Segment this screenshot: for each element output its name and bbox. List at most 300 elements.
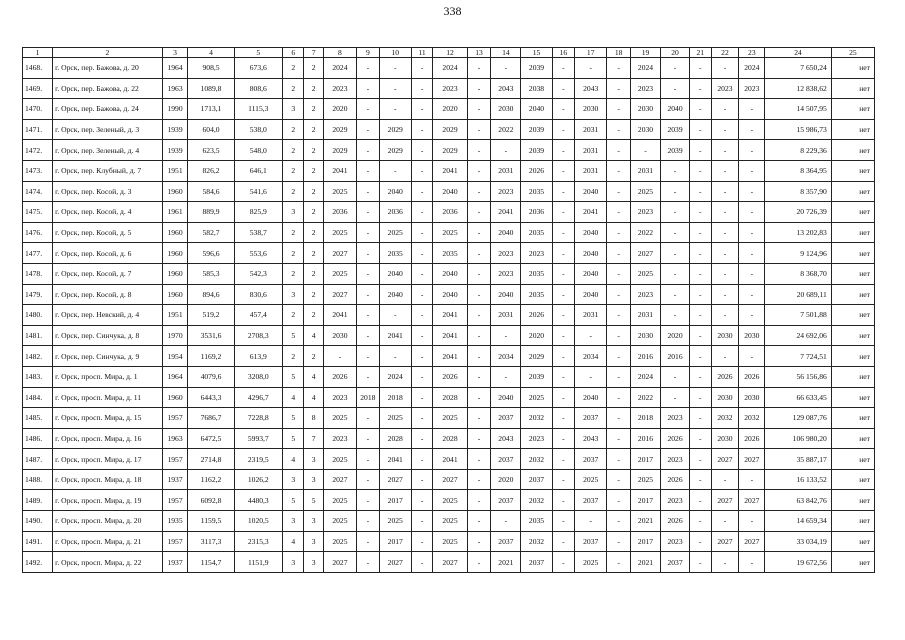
table-cell: - [357, 408, 380, 429]
table-cell: - [739, 160, 765, 181]
table-cell: 2016 [661, 346, 690, 367]
table-cell: 2023 [433, 78, 467, 99]
table-row [23, 366, 875, 387]
table-cell: 56 156,86 [765, 366, 832, 387]
table-cell: 1487. [23, 449, 53, 470]
table-cell: г. Орск, пер. Косой, д. 6 [53, 243, 163, 264]
table-cell: 1954 [162, 346, 188, 367]
table-cell: 2 [304, 58, 323, 79]
table-cell: - [552, 552, 575, 573]
table-cell: - [739, 552, 765, 573]
table-cell: - [379, 160, 411, 181]
table-row [23, 552, 875, 573]
table-cell: - [607, 552, 631, 573]
table-cell: 2025 [379, 511, 411, 532]
table-cell: - [690, 263, 711, 284]
table-cell: - [552, 222, 575, 243]
table-cell: - [467, 58, 491, 79]
table-cell: нет [831, 58, 874, 79]
table-cell: 2035 [521, 222, 552, 243]
table-cell: 2024 [323, 58, 356, 79]
table-cell: 2030 [575, 99, 607, 120]
table-row [23, 387, 875, 408]
table-cell: - [467, 263, 491, 284]
table-cell: - [607, 449, 631, 470]
table-cell: 2035 [521, 181, 552, 202]
table-cell: г. Орск, пер. Бажова, д. 24 [53, 99, 163, 120]
table-cell: 2029 [521, 346, 552, 367]
table-cell: - [711, 284, 739, 305]
table-cell: 1486. [23, 428, 53, 449]
table-cell: - [711, 140, 739, 161]
table-cell: - [575, 58, 607, 79]
table-cell: 2025 [630, 263, 660, 284]
table-cell: 2024 [433, 58, 467, 79]
table-cell: 1960 [162, 222, 188, 243]
table-cell: 1474. [23, 181, 53, 202]
table-cell: 2 [304, 284, 323, 305]
table-cell: - [711, 243, 739, 264]
table-cell: 2037 [575, 531, 607, 552]
table-cell: - [357, 263, 380, 284]
table-cell: 1492. [23, 552, 53, 573]
table-cell: - [607, 469, 631, 490]
table-cell: - [739, 222, 765, 243]
table-cell: 826,2 [188, 160, 234, 181]
table-cell: 2 [282, 222, 303, 243]
table-cell: 2 [304, 181, 323, 202]
table-cell: 825,9 [234, 202, 282, 223]
table-cell: 2034 [575, 346, 607, 367]
table-cell: г. Орск, пер. Зеленый, д. 4 [53, 140, 163, 161]
table-cell: 2030 [323, 325, 356, 346]
table-cell: нет [831, 366, 874, 387]
table-cell: 1482. [23, 346, 53, 367]
table-cell: 1960 [162, 387, 188, 408]
table-cell: г. Орск, просп. Мира, д. 18 [53, 469, 163, 490]
table-cell: 1957 [162, 490, 188, 511]
table-cell: 3117,3 [188, 531, 234, 552]
table-cell: 2027 [323, 243, 356, 264]
table-cell: - [357, 346, 380, 367]
table-cell: 1960 [162, 284, 188, 305]
table-cell: 2027 [323, 284, 356, 305]
table-cell: 2026 [661, 511, 690, 532]
table-cell: г. Орск, просп. Мира, д. 16 [53, 428, 163, 449]
table-cell: - [357, 202, 380, 223]
table-cell: - [467, 140, 491, 161]
table-cell: - [357, 449, 380, 470]
table-cell: - [711, 160, 739, 181]
table-cell: 2025 [575, 469, 607, 490]
table-cell: 541,6 [234, 181, 282, 202]
table-cell: 129 087,76 [765, 408, 832, 429]
table-cell: - [661, 284, 690, 305]
table-cell: 1473. [23, 160, 53, 181]
table-cell: - [661, 263, 690, 284]
table-cell: 2017 [630, 490, 660, 511]
table-cell: - [552, 449, 575, 470]
table-cell: 2041 [323, 305, 356, 326]
table-cell: - [711, 305, 739, 326]
table-cell: 1469. [23, 78, 53, 99]
table-cell: 2016 [630, 428, 660, 449]
table-cell: 2035 [521, 284, 552, 305]
table-cell: - [552, 243, 575, 264]
table-cell: 2037 [575, 408, 607, 429]
table-cell: 2032 [521, 490, 552, 511]
table-row [23, 346, 875, 367]
table-cell: 2040 [433, 181, 467, 202]
table-cell: 2040 [433, 284, 467, 305]
table-cell: г. Орск, просп. Мира, д. 1 [53, 366, 163, 387]
table-cell: - [711, 511, 739, 532]
table-cell: 1957 [162, 531, 188, 552]
table-cell: 1951 [162, 160, 188, 181]
table-cell: - [467, 243, 491, 264]
table-cell: 4 [282, 387, 303, 408]
table-cell: 106 980,20 [765, 428, 832, 449]
table-cell: 542,3 [234, 263, 282, 284]
table-cell: - [467, 181, 491, 202]
table-cell: - [711, 263, 739, 284]
table-cell: 7 650,24 [765, 58, 832, 79]
table-cell: - [690, 490, 711, 511]
table-cell: 2023 [491, 181, 521, 202]
table-cell: - [690, 160, 711, 181]
table-cell: г. Орск, просп. Мира, д. 21 [53, 531, 163, 552]
table-cell: - [711, 119, 739, 140]
table-cell: - [357, 305, 380, 326]
table-cell: 5993,7 [234, 428, 282, 449]
table-cell: 9 124,96 [765, 243, 832, 264]
table-cell: - [379, 58, 411, 79]
table-cell: 894,6 [188, 284, 234, 305]
table-cell: 4 [304, 366, 323, 387]
table-cell: - [467, 469, 491, 490]
table-cell: 2023 [323, 387, 356, 408]
table-cell: - [411, 366, 432, 387]
table-cell: - [411, 325, 432, 346]
table-cell: - [607, 58, 631, 79]
table-cell: 66 633,45 [765, 387, 832, 408]
table-cell: - [607, 99, 631, 120]
table-cell: 1963 [162, 428, 188, 449]
table-cell: - [739, 263, 765, 284]
table-cell: 2023 [630, 202, 660, 223]
table-cell: 2023 [661, 531, 690, 552]
table-cell: 2040 [575, 243, 607, 264]
table-cell: 4296,7 [234, 387, 282, 408]
column-header: 22 [711, 48, 739, 58]
table-cell: 830,6 [234, 284, 282, 305]
table-cell: 2021 [630, 552, 660, 573]
table-cell: 2030 [630, 119, 660, 140]
table-cell: - [379, 346, 411, 367]
table-cell: - [357, 99, 380, 120]
column-header: 15 [521, 48, 552, 58]
table-cell: 2036 [323, 202, 356, 223]
table-cell: - [467, 119, 491, 140]
table-cell: г. Орск, пер. Клубный, д. 7 [53, 160, 163, 181]
table-cell: - [491, 58, 521, 79]
table-cell: - [467, 222, 491, 243]
table-cell: 3531,6 [188, 325, 234, 346]
table-cell: 908,5 [188, 58, 234, 79]
table-cell: 3 [282, 552, 303, 573]
table-cell: 2017 [630, 449, 660, 470]
table-cell: 2023 [711, 78, 739, 99]
table-cell: - [575, 366, 607, 387]
table-cell: 8 229,36 [765, 140, 832, 161]
table-cell: - [467, 305, 491, 326]
table-cell: 2 [304, 99, 323, 120]
table-cell: - [411, 202, 432, 223]
table-cell: - [467, 325, 491, 346]
table-header [23, 48, 875, 58]
table-cell: - [357, 531, 380, 552]
table-cell: 2017 [379, 490, 411, 511]
table-cell: 3 [304, 511, 323, 532]
table-cell: 2035 [521, 263, 552, 284]
table-cell: 16 133,52 [765, 469, 832, 490]
table-cell: 2032 [521, 449, 552, 470]
table-cell: 2025 [323, 449, 356, 470]
table-cell: 2025 [323, 408, 356, 429]
table-cell: - [552, 325, 575, 346]
table-cell: нет [831, 160, 874, 181]
table-cell: г. Орск, пер. Косой, д. 3 [53, 181, 163, 202]
table-cell: 673,6 [234, 58, 282, 79]
column-header: 13 [467, 48, 491, 58]
table-cell: 2020 [521, 325, 552, 346]
table-cell: 1159,5 [188, 511, 234, 532]
table-cell: 2040 [575, 222, 607, 243]
table-cell: 2016 [630, 346, 660, 367]
column-header: 24 [765, 48, 832, 58]
table-cell: 2041 [433, 449, 467, 470]
table-cell: 2040 [575, 387, 607, 408]
table-cell: - [411, 181, 432, 202]
table-cell: 2020 [433, 99, 467, 120]
table-cell: - [467, 408, 491, 429]
table-cell: 1961 [162, 202, 188, 223]
table-cell: - [607, 160, 631, 181]
table-cell: - [411, 305, 432, 326]
table-cell: 1951 [162, 305, 188, 326]
table-cell: 7 [304, 428, 323, 449]
table-row [23, 490, 875, 511]
table-cell: 2043 [491, 78, 521, 99]
table-cell: 2027 [433, 552, 467, 573]
table-cell: 2023 [521, 243, 552, 264]
table-cell: - [357, 78, 380, 99]
table-cell: 2026 [739, 428, 765, 449]
table-cell: нет [831, 346, 874, 367]
table-cell: - [411, 387, 432, 408]
table-cell: - [690, 346, 711, 367]
table-cell: 613,9 [234, 346, 282, 367]
table-cell: 2039 [521, 366, 552, 387]
table-cell: 2 [282, 58, 303, 79]
table-cell: 2029 [379, 119, 411, 140]
table-cell: 1470. [23, 99, 53, 120]
table-cell: - [467, 160, 491, 181]
table-cell: 2025 [379, 222, 411, 243]
table-cell: - [491, 325, 521, 346]
table-cell: 4480,3 [234, 490, 282, 511]
table-cell: 2032 [739, 408, 765, 429]
table-cell: 2027 [433, 469, 467, 490]
table-cell: 2025 [433, 222, 467, 243]
table-row [23, 78, 875, 99]
table-cell: - [552, 263, 575, 284]
table-cell: 2029 [379, 140, 411, 161]
table-cell: - [411, 160, 432, 181]
table-cell: 2025 [433, 511, 467, 532]
table-cell: 2023 [323, 428, 356, 449]
table-cell: - [690, 449, 711, 470]
table-cell: - [467, 490, 491, 511]
table-row [23, 263, 875, 284]
table-cell: - [661, 181, 690, 202]
table-cell: 8 368,70 [765, 263, 832, 284]
table-cell: 623,5 [188, 140, 234, 161]
table-cell: - [690, 531, 711, 552]
table-cell: - [552, 387, 575, 408]
table-cell: г. Орск, пер. Косой, д. 8 [53, 284, 163, 305]
column-header: 18 [607, 48, 631, 58]
table-cell: 2039 [521, 119, 552, 140]
table-cell: - [467, 387, 491, 408]
table-cell: нет [831, 552, 874, 573]
table-cell: 2031 [630, 305, 660, 326]
table-cell: 646,1 [234, 160, 282, 181]
table-cell: 2029 [323, 119, 356, 140]
table-cell: 2023 [630, 78, 660, 99]
table-cell: 2027 [711, 449, 739, 470]
table-cell: - [411, 263, 432, 284]
table-cell: 2 [304, 263, 323, 284]
table-cell: 1115,3 [234, 99, 282, 120]
table-cell: - [607, 387, 631, 408]
table-cell: 8 364,95 [765, 160, 832, 181]
table-cell: - [690, 387, 711, 408]
table-cell: - [357, 243, 380, 264]
table-cell: - [467, 449, 491, 470]
table-cell: - [607, 531, 631, 552]
table-cell: г. Орск, пер. Бажова, д. 20 [53, 58, 163, 79]
table-cell: - [357, 140, 380, 161]
table-cell: - [690, 511, 711, 532]
table-cell: 7 501,88 [765, 305, 832, 326]
table-cell: 604,0 [188, 119, 234, 140]
table-cell: 2041 [433, 305, 467, 326]
table-cell: 2043 [575, 428, 607, 449]
table-cell: 1960 [162, 181, 188, 202]
table-cell: 1162,2 [188, 469, 234, 490]
table-cell: 1960 [162, 243, 188, 264]
table-cell: 2040 [433, 263, 467, 284]
table-cell: 2025 [630, 469, 660, 490]
column-header: 9 [357, 48, 380, 58]
table-cell: нет [831, 428, 874, 449]
table-cell: нет [831, 387, 874, 408]
table-cell: - [607, 511, 631, 532]
table-cell: 2035 [521, 511, 552, 532]
table-cell: 2040 [491, 387, 521, 408]
table-cell: 2025 [521, 387, 552, 408]
table-cell: г. Орск, просп. Мира, д. 19 [53, 490, 163, 511]
table-row [23, 99, 875, 120]
table-cell: 2 [282, 346, 303, 367]
table-cell: нет [831, 449, 874, 470]
column-header: 21 [690, 48, 711, 58]
table-cell: 2024 [630, 366, 660, 387]
table-cell: - [739, 202, 765, 223]
table-cell: 3 [282, 469, 303, 490]
table-cell: 5 [282, 428, 303, 449]
table-cell: - [661, 160, 690, 181]
table-cell: - [552, 428, 575, 449]
table-cell: - [661, 222, 690, 243]
table-cell: 2 [304, 202, 323, 223]
table-cell: г. Орск, просп. Мира, д. 20 [53, 511, 163, 532]
table-cell: 2030 [711, 428, 739, 449]
table-cell: - [739, 284, 765, 305]
table-cell: - [739, 99, 765, 120]
table-cell: 2028 [433, 428, 467, 449]
table-cell: 2040 [379, 284, 411, 305]
table-cell: - [467, 202, 491, 223]
table-cell: - [690, 140, 711, 161]
table-cell: 2 [304, 222, 323, 243]
table-cell: 2708,3 [234, 325, 282, 346]
table-cell: 4 [282, 531, 303, 552]
table-cell: - [379, 305, 411, 326]
table-cell: 1481. [23, 325, 53, 346]
table-cell: 1935 [162, 511, 188, 532]
table-cell: 1937 [162, 469, 188, 490]
table-cell: - [357, 58, 380, 79]
table-cell: 2027 [323, 469, 356, 490]
table-cell: 2026 [661, 428, 690, 449]
table-cell: 1476. [23, 222, 53, 243]
table-cell: 14 507,95 [765, 99, 832, 120]
table-cell: 2026 [521, 160, 552, 181]
table-cell: 2027 [630, 243, 660, 264]
table-cell: 2025 [323, 531, 356, 552]
table-cell: - [467, 284, 491, 305]
table-cell: 2038 [521, 78, 552, 99]
table-cell: - [739, 346, 765, 367]
table-cell: 3 [282, 202, 303, 223]
table-cell: г. Орск, просп. Мира, д. 17 [53, 449, 163, 470]
table-row [23, 140, 875, 161]
table-cell: 2025 [323, 222, 356, 243]
table-cell: - [661, 305, 690, 326]
table-cell: 2037 [491, 408, 521, 429]
table-cell: - [552, 140, 575, 161]
table-row [23, 243, 875, 264]
table-cell: - [607, 346, 631, 367]
table-cell: 2025 [323, 181, 356, 202]
table-cell: - [607, 284, 631, 305]
table-cell: г. Орск, просп. Мира, д. 15 [53, 408, 163, 429]
table-cell: - [552, 511, 575, 532]
table-cell: 2028 [433, 387, 467, 408]
table-cell: - [552, 531, 575, 552]
